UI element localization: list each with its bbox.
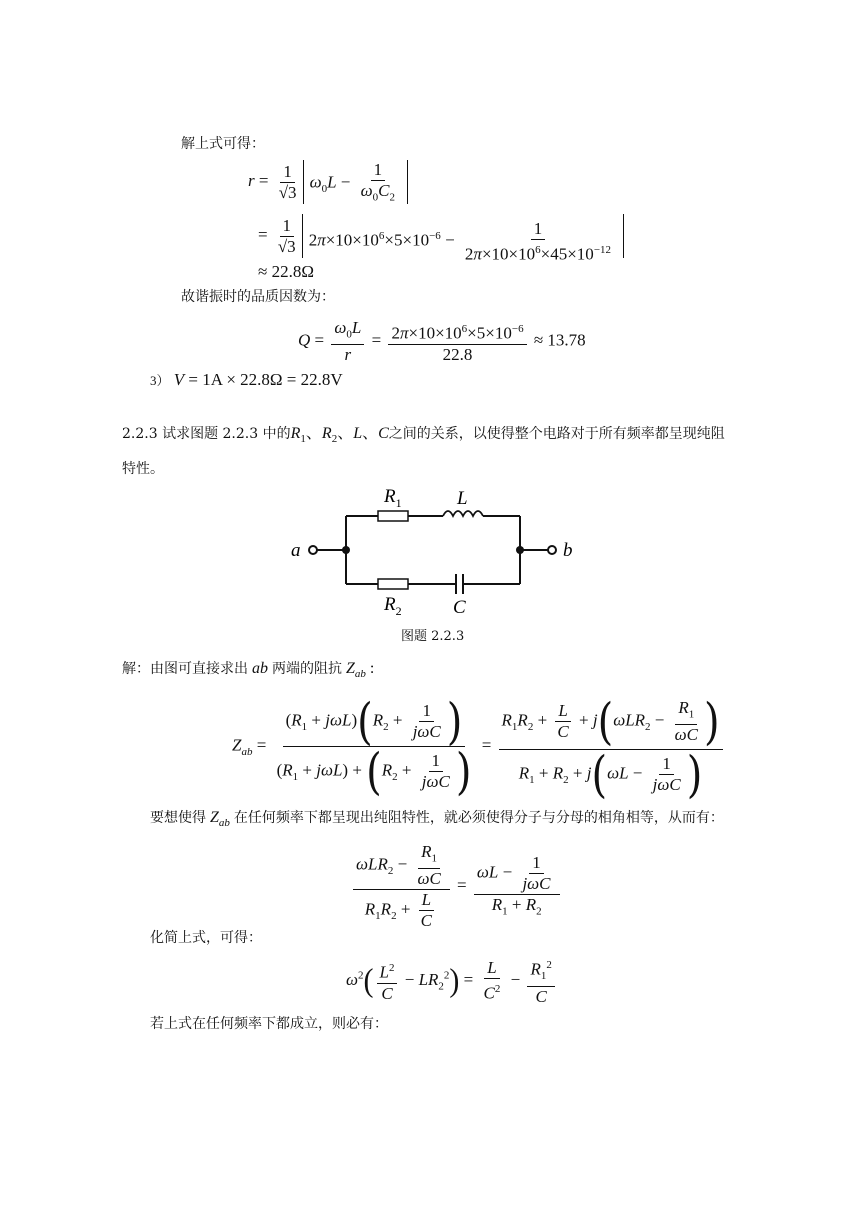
quality-intro: 故谐振时的品质因数为：	[181, 289, 335, 305]
terminal-a	[309, 546, 317, 554]
label-a: a	[291, 540, 301, 561]
equation-q: Q = $\frac{\omega_0L}{r}$ = $\frac{2\pi\times 10\times 10^6\times 5\times 10^{-6}}{22.8}$ ≈ 13.78	[298, 318, 586, 365]
label-r1: R	[384, 486, 396, 507]
svg-text:R2: $R_2$	[384, 594, 402, 618]
problem-statement-cont: 特性。	[122, 461, 164, 477]
inductor-l	[443, 511, 483, 516]
equation-simplified: $\omega^2$( $\frac{L^2}{C}$ − $LR_2^2$) = $\frac{L}{C^2}$ − $\frac{R_1^2}{C}$	[346, 955, 558, 1007]
resistor-r2	[378, 579, 408, 589]
terminal-b	[548, 546, 556, 554]
figure-caption: 图题 2.2.3	[401, 629, 465, 644]
circuit-diagram	[280, 480, 600, 630]
solution-para2: 要想使得 $Z_{ab}$ 在任何频率下都呈现出纯阻特性，就必须使得分子与分母的相角相等，从而有：	[150, 809, 724, 830]
equation-r-line2: = $\frac{1}{√3}$ $2\pi\times 10\times 10^6\times 5\times 10^{-6}$ − $\frac{1}{2\pi\times 10\times 10^6\times 45\times 10^{-12}}$	[258, 214, 624, 258]
label-b: b	[563, 540, 573, 561]
equation-phase: ωLR$_2$ − $\frac{R_1}{\omega C}$ $R_1R_2$ + $\frac{L}{C}$ = ωL − $\frac{1}{\text{jωC}}$ $R_1 + R_2$	[350, 842, 563, 931]
resistor-r1	[378, 511, 408, 521]
equation-zab: $Z_{ab}$ = $(R_1 + j\omega L)(R_2$ + $\frac{1}{\text{jωC}}$ ) $(R_1 + j\omega L) + (R_2$ + $\frac{1}{\text{jωC}}$ ) = $R_1R_2$ + $\frac{L}{C}$ + j(ωLR$_2$ − $\frac{R_1}{\omega C}$ ) $R_1 + R_2 + j(\omega L$ − $\frac{1}{\text{jωC}}$ )	[232, 698, 726, 795]
equation-v: 3） V = 1A × 22.8Ω = 22.8V	[150, 370, 343, 389]
simplify-text: 化简上式，可得：	[150, 930, 262, 946]
r-result: ≈ 22.8Ω	[258, 262, 314, 281]
svg-text:R1: $R_1$	[384, 486, 402, 510]
label-l: L	[457, 488, 468, 509]
problem-statement: 2.2.3 试求图题 2.2.3 中的$R_1$、$R_2$、L、C之间的关系，以使得整个电路对于所有频率都呈现纯阻	[122, 425, 725, 446]
equation-r-line1: r = $\frac{1}{√3}$ $\omega_0L$ − $\frac{1}{\omega_0C_2}$	[248, 160, 408, 204]
intro-text: 解上式可得：	[181, 136, 265, 152]
solution-line1: 解：由图可直接求出 ab 两端的阻抗 $Z_{ab}$ :	[122, 660, 375, 681]
label-c: C	[453, 597, 466, 618]
final-text: 若上式在任何频率下都成立，则必有：	[150, 1016, 388, 1032]
label-r2: R	[384, 594, 396, 615]
